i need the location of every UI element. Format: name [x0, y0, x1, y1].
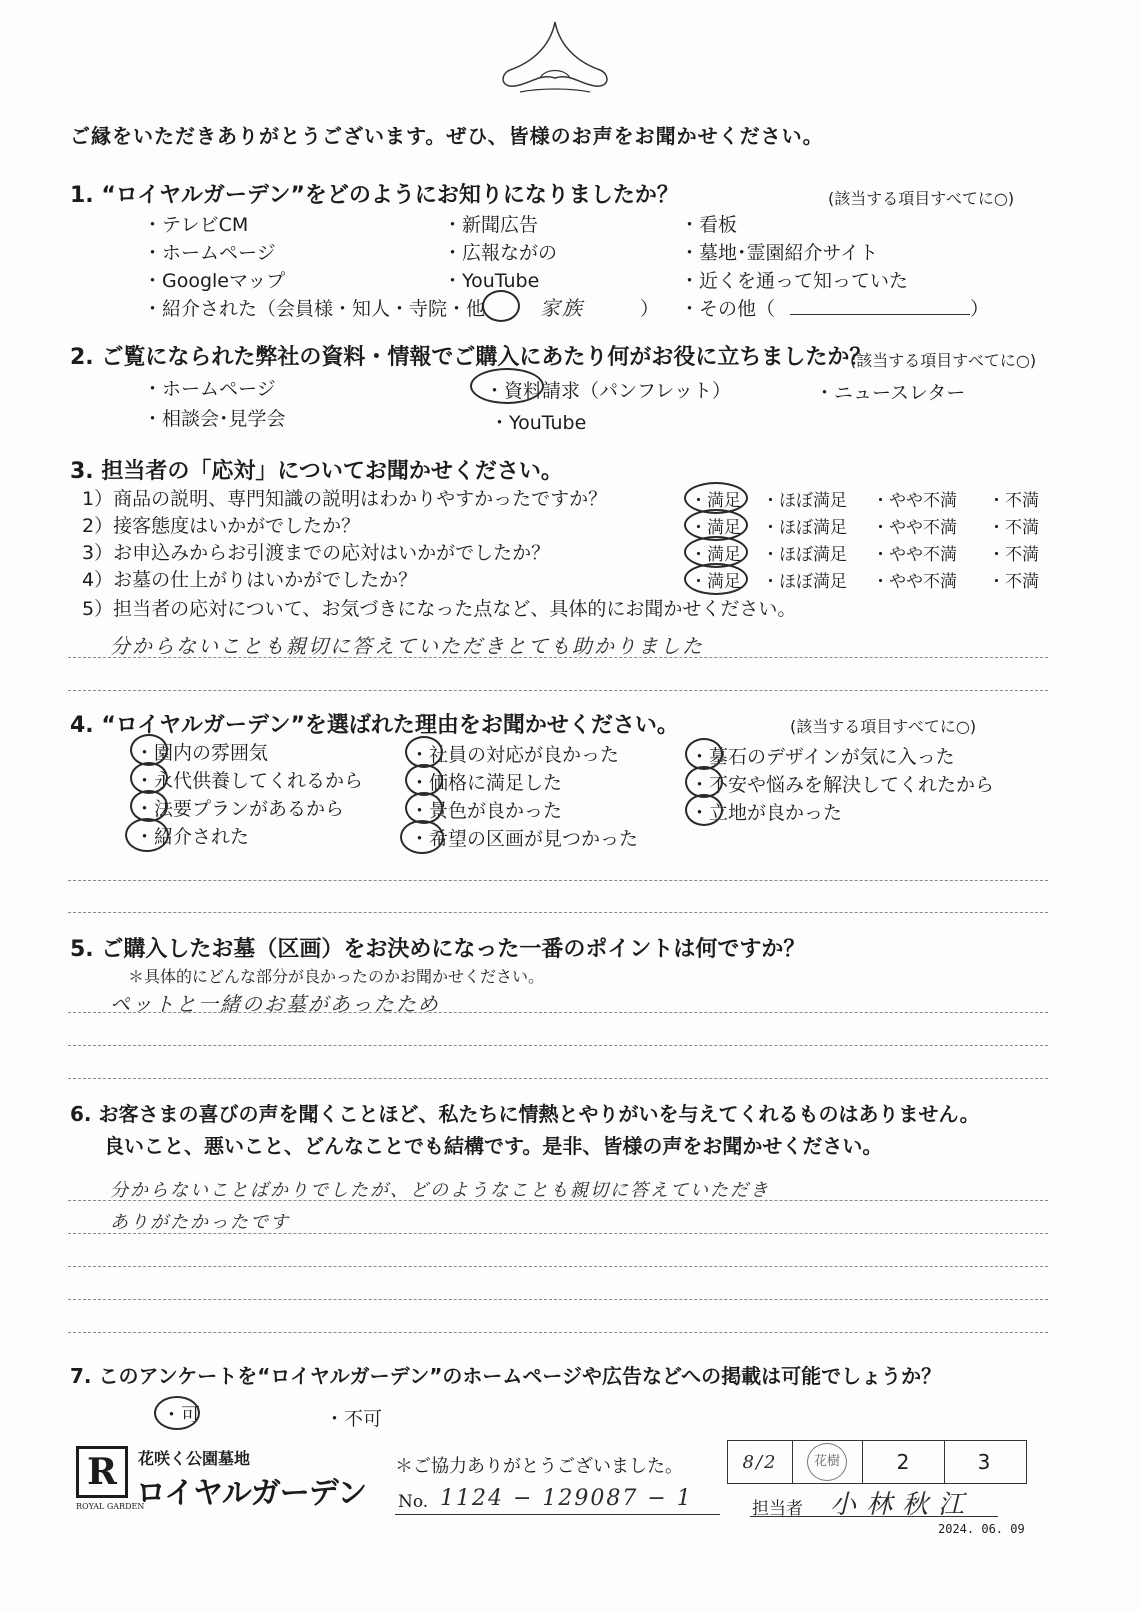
q3-scale-option[interactable]: ・不満 — [988, 545, 1039, 565]
q1-option[interactable]: ・看板 — [680, 214, 738, 236]
q4-option[interactable]: ・不安や悩みを解決してくれたから — [690, 774, 995, 796]
q4-option[interactable]: ・園内の雰囲気 — [135, 742, 269, 764]
q1-option[interactable]: ・紹介された（会員様・知人・寺院・他 — [143, 298, 486, 320]
q2-option[interactable]: ・相談会･見学会 — [143, 408, 286, 430]
q3-scale-option[interactable]: ・ほぼ満足 — [762, 518, 847, 538]
answer-line — [68, 880, 1048, 881]
q1-option[interactable]: ・YouTube — [443, 270, 540, 292]
staff-name: 小林秋江 — [830, 1490, 975, 1520]
answer-line — [68, 912, 1048, 913]
q4-option[interactable]: ・墓石のデザインが気に入った — [690, 746, 955, 768]
stamp-cell — [792, 1441, 863, 1483]
q3-answer5: 分からないことも親切に答えていただきとても助かりました — [110, 634, 704, 658]
q1-handwritten-other: 家族 — [540, 296, 584, 320]
q5-title: 5. ご購入したお墓（区画）をお決めになった一番のポイントは何ですか？ — [70, 937, 806, 962]
answer-line — [68, 657, 1048, 658]
q4-option[interactable]: ・価格に満足した — [410, 772, 563, 794]
q3-item: 3）お申込みからお引渡までの応対はいかがでしたか？ — [82, 542, 551, 564]
q1-option-close: ） — [640, 298, 660, 320]
answer-line — [68, 1200, 1048, 1201]
q3-scale-option[interactable]: ・満足 — [690, 545, 741, 565]
q6-answer-line1: 分からないことばかりでしたが、どのようなことも親切に答えていただき — [110, 1180, 770, 1201]
staff-label: 担当者 — [752, 1499, 803, 1519]
q5-note: ＊具体的にどんな部分が良かったのかお聞かせください。 — [128, 967, 545, 986]
q1-option[interactable]: ・テレビCM — [143, 214, 249, 236]
q1-option-close: ） — [970, 298, 990, 320]
answer-line — [68, 690, 1048, 691]
q3-title: 3. 担当者の「応対」についてお聞かせください。 — [70, 459, 563, 484]
q3-scale-option[interactable]: ・満足 — [690, 518, 741, 538]
q3-item: 2）接客態度はいかがでしたか？ — [82, 515, 361, 537]
q7-title: 7. このアンケートを“ロイヤルガーデン”のホームページや広告などへの掲載は可能でしょうか？ — [70, 1364, 942, 1388]
q4-option[interactable]: ・永代供養してくれるから — [135, 770, 364, 792]
q4-answer-circle — [685, 794, 723, 826]
q4-option[interactable]: ・法要プランがあるから — [135, 798, 345, 820]
q3-scale-option[interactable]: ・ほぼ満足 — [762, 572, 847, 592]
q1-option[interactable]: ・墓地･霊園紹介サイト — [680, 242, 879, 264]
q3-item: 4）お墓の仕上がりはいかがでしたか？ — [82, 569, 418, 591]
q3-scale-option[interactable]: ・やや不満 — [872, 545, 957, 565]
q3-item: 1）商品の説明、専門知識の説明はわかりやすかったですか？ — [82, 488, 608, 510]
q4-option[interactable]: ・希望の区画が見つかった — [410, 828, 639, 850]
no-label: No. — [398, 1492, 429, 1512]
q4-option[interactable]: ・社員の対応が良かった — [410, 744, 620, 766]
no-value: 1124 − 129087 − 1 — [440, 1486, 693, 1511]
q7-answer-circle — [154, 1396, 200, 1430]
q1-title: 1. “ロイヤルガーデン”をどのようにお知りになりましたか？ — [70, 183, 679, 208]
no-underline — [395, 1514, 720, 1515]
q4-answer-circle — [125, 818, 169, 852]
q6-title: 6. お客さまの喜びの声を聞くことほど、私たちに情熱とやりがいを与えてくれるものはありません。 — [70, 1102, 980, 1126]
q2-option[interactable]: ・ニュースレター — [815, 382, 966, 404]
answer-line — [68, 1332, 1048, 1333]
answer-line — [68, 1078, 1048, 1079]
code-cells — [727, 1440, 1027, 1484]
q3-answer-circle — [684, 563, 748, 595]
q4-note: (該当する項目すべてに○) — [790, 717, 977, 736]
logo-letter: R — [87, 1451, 117, 1493]
q2-title: 2. ご覧になられた弊社の資料・情報でご購入にあたり何がお役に立ちましたか？ — [70, 345, 872, 370]
q1-note: (該当する項目すべてに○) — [828, 189, 1015, 208]
q4-title: 4. “ロイヤルガーデン”を選ばれた理由をお聞かせください。 — [70, 713, 679, 738]
q3-scale-option[interactable]: ・満足 — [690, 491, 741, 511]
q6-title-2: 良いこと、悪いこと、どんなことでも結構です。是非、皆様の声をお聞かせください。 — [104, 1134, 883, 1158]
q3-scale-option[interactable]: ・不満 — [988, 518, 1039, 538]
q2-note: (該当する項目すべてに○) — [850, 351, 1037, 370]
q2-answer-circle — [470, 368, 544, 404]
q7-option[interactable]: ・不可 — [325, 1408, 383, 1430]
q7-option[interactable]: ・可 — [162, 1404, 201, 1426]
staff-underline — [750, 1516, 998, 1517]
intro-text: ご縁をいただきありがとうございます。ぜひ、皆様のお声をお聞かせください。 — [70, 124, 824, 148]
code-cell: 3 — [977, 1450, 991, 1474]
logo-name: ロイヤルガーデン — [136, 1476, 367, 1511]
answer-line — [68, 1299, 1048, 1300]
q3-scale-option[interactable]: ・ほぼ満足 — [762, 545, 847, 565]
answer-line — [68, 1266, 1048, 1267]
q1-answer-circle — [482, 290, 520, 322]
logo-en: ROYAL GARDEN — [76, 1502, 145, 1511]
date-text: 2024. 06. 09 — [938, 1522, 1025, 1536]
q6-answer-line2: ありがたかったです — [110, 1212, 290, 1233]
q1-other-blank[interactable] — [790, 314, 970, 315]
q3-scale-option[interactable]: ・満足 — [690, 572, 741, 592]
q5-answer: ペットと一緒のお墓があったため — [110, 992, 440, 1016]
code-cell: 8/2 — [728, 1441, 793, 1483]
q3-scale-option[interactable]: ・不満 — [988, 491, 1039, 511]
q1-option[interactable]: ・新聞広告 — [443, 214, 539, 236]
q3-scale-option[interactable]: ・やや不満 — [872, 518, 957, 538]
q1-option[interactable]: ・Googleマップ — [143, 270, 286, 292]
q4-option[interactable]: ・紹介された — [135, 826, 250, 848]
logo-subtitle: 花咲く公園墓地 — [138, 1449, 251, 1468]
q1-option[interactable]: ・その他（ — [680, 298, 776, 320]
q4-answer-circle — [400, 820, 444, 854]
q3-scale-option[interactable]: ・ほぼ満足 — [762, 491, 847, 511]
q2-option[interactable]: ・YouTube — [490, 412, 587, 434]
q4-option[interactable]: ・景色が良かった — [410, 800, 563, 822]
q2-option[interactable]: ・資料請求（パンフレット） — [485, 380, 732, 402]
q3-item5: 5）担当者の応対について、お気づきになった点など、具体的にお聞かせください。 — [82, 598, 797, 620]
q1-option[interactable]: ・ホームページ — [143, 242, 276, 264]
q4-option[interactable]: ・立地が良かった — [690, 802, 843, 824]
q1-option[interactable]: ・近くを通って知っていた — [680, 270, 909, 292]
stamp-icon: 花樹 — [807, 1443, 847, 1481]
q3-scale-option[interactable]: ・やや不満 — [872, 491, 957, 511]
code-cell: 2 — [862, 1441, 945, 1483]
q1-option[interactable]: ・広報ながの — [443, 242, 558, 264]
thanks-text: ＊ご協力ありがとうございました。 — [395, 1456, 683, 1477]
answer-line — [68, 1012, 1048, 1013]
answer-line — [68, 1233, 1048, 1234]
q2-option[interactable]: ・ホームページ — [143, 378, 276, 400]
q3-scale-option[interactable]: ・不満 — [988, 572, 1039, 592]
logo-mark — [76, 1446, 128, 1498]
answer-line — [68, 1045, 1048, 1046]
ornament-icon — [490, 18, 620, 98]
q3-scale-option[interactable]: ・やや不満 — [872, 572, 957, 592]
